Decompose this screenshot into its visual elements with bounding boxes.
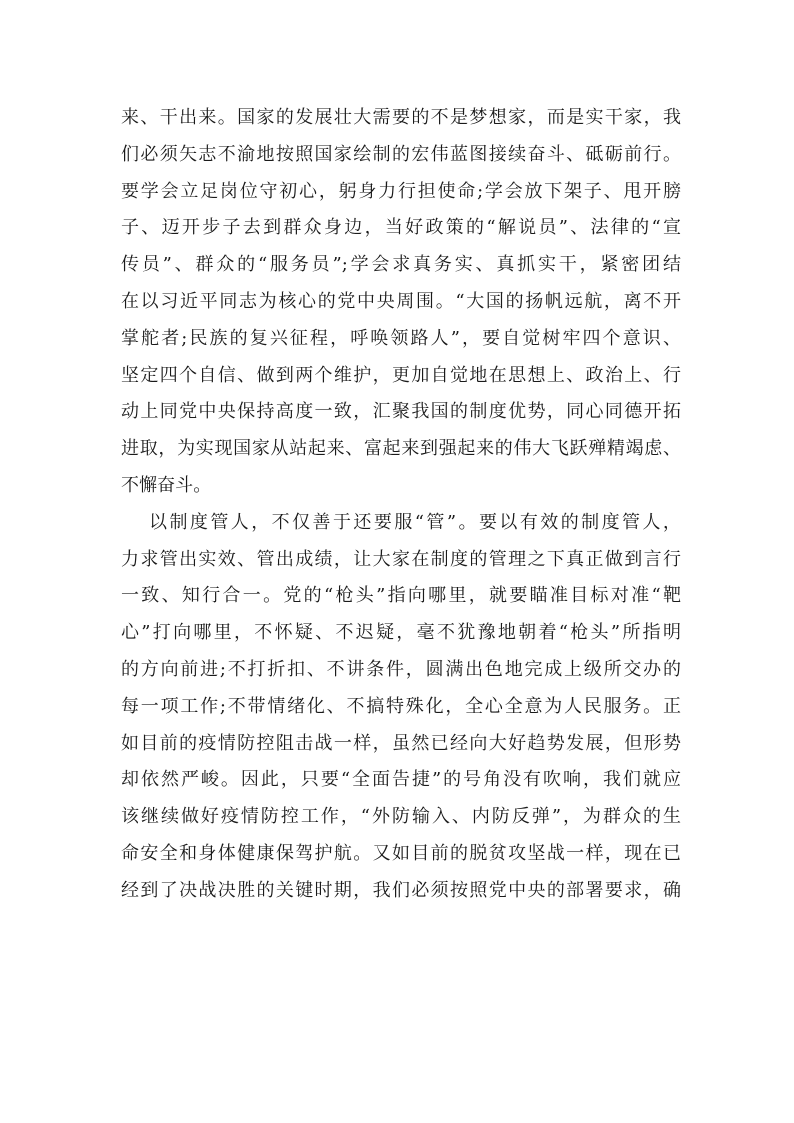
text-line: 命安全和身体健康保驾护航。又如目前的脱贫攻坚战一样，现在已 — [121, 842, 681, 864]
text-line: 每一项工作;不带情绪化、不搞特殊化，全心全意为人民服务。正 — [121, 695, 681, 717]
text-line: 不懈奋斗。 — [121, 474, 212, 496]
text-line: 进取，为实现国家从站起来、富起来到强起来的伟大飞跃殚精竭虑、 — [121, 438, 681, 460]
text-line: 坚定四个自信、做到两个维护，更加自觉地在思想上、政治上、行 — [121, 364, 681, 386]
text-line: 在以习近平同志为核心的党中央周围。“大国的扬帆远航，离不开 — [121, 290, 681, 312]
text-line: 力求管出实效、管出成绩，让大家在制度的管理之下真正做到言行 — [121, 548, 681, 570]
body-text — [121, 100, 681, 910]
text-line: 要学会立足岗位守初心，躬身力行担使命;学会放下架子、甩开膀 — [121, 180, 681, 202]
text-line: 的方向前进;不打折扣、不讲条件，圆满出色地完成上级所交办的 — [121, 658, 681, 680]
text-line: 经到了决战决胜的关键时期，我们必须按照党中央的部署要求，确 — [121, 879, 681, 901]
text-line: 一致、知行合一。党的“枪头”指向哪里，就要瞄准目标对准“靶 — [121, 585, 681, 607]
text-line: 却依然严峻。因此，只要“全面告捷”的号角没有吹响，我们就应 — [121, 769, 681, 791]
text-line: 该继续做好疫情防控工作，“外防输入、内防反弹”，为群众的生 — [121, 806, 681, 828]
text-line: 掌舵者;民族的复兴征程，呼唤领路人”，要自觉树牢四个意识、 — [121, 327, 681, 349]
paragraph-2 — [121, 505, 681, 910]
paragraph-1 — [121, 100, 681, 505]
text-line: 们必须矢志不渝地按照国家绘制的宏伟蓝图接续奋斗、砥砺前行。 — [121, 143, 681, 165]
text-line: 如目前的疫情防控阻击战一样，虽然已经向大好趋势发展，但形势 — [121, 732, 681, 754]
text-line: 心”打向哪里，不怀疑、不迟疑，毫不犹豫地朝着“枪头”所指明 — [121, 622, 681, 644]
text-line: 传员”、群众的“服务员”;学会求真务实、真抓实干，紧密团结 — [121, 254, 681, 276]
text-line: 来、干出来。国家的发展壮大需要的不是梦想家，而是实干家，我 — [121, 107, 681, 128]
text-line: 以制度管人，不仅善于还要服“管”。要以有效的制度管人， — [149, 511, 681, 533]
text-line: 子、迈开步子去到群众身边，当好政策的“解说员”、法律的“宣 — [121, 217, 681, 239]
text-line: 动上同党中央保持高度一致，汇聚我国的制度优势，同心同德开拓 — [121, 401, 681, 423]
